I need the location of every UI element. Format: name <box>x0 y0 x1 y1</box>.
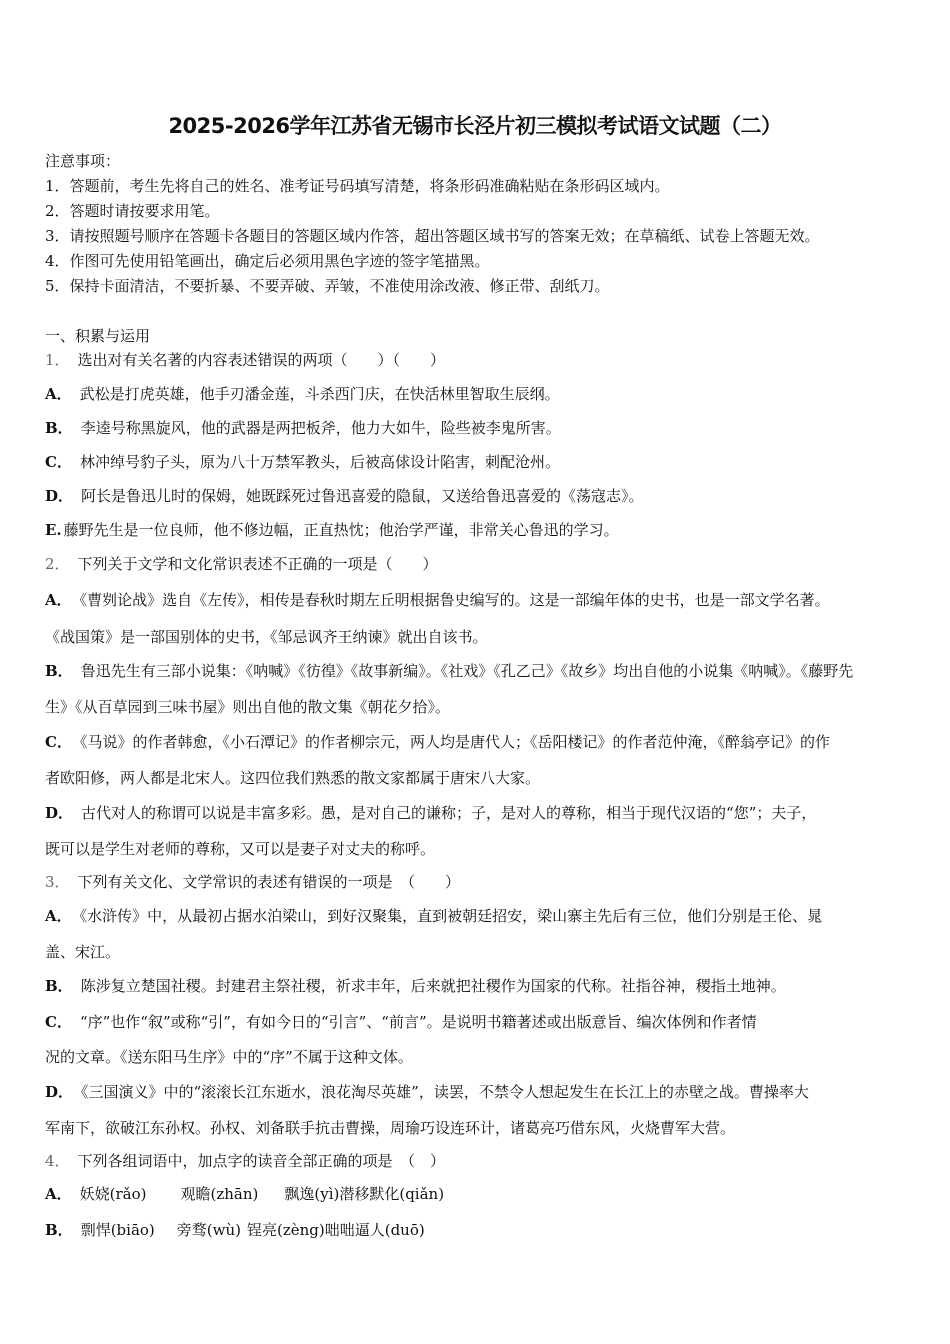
q3-option-c: C． “序”也作“叙”或称“引”，有如今日的“引言”、“前言”。是说明书籍著述或出版意旨、编次体例和作者情 <box>45 1013 757 1031</box>
q3-option-c-cont: 况的文章。《送东阳马生序》中的“序”不属于这种文体。 <box>45 1048 413 1066</box>
q1-option-e: E. 藤野先生是一位良师，他不修边幅，正直热忱；他治学严谨，非常关心鲁迅的学习。 <box>45 521 619 539</box>
q4-option-b: B． 剽悍(biāo) 旁骛(wù) 锃亮(zèng)咄咄逼人(duō) <box>45 1221 425 1239</box>
question-number: 4． <box>45 1152 70 1170</box>
q3-option-a-cont: 盖、宋江。 <box>45 943 121 961</box>
note-item-5: 5．保持卡面清洁，不要折暴、不要弄破、弄皱，不准使用涂改液、修正带、刮纸刀。 <box>45 277 610 295</box>
question-3-stem: 3． 下列有关文化、文学常识的表述有错误的一项是 （ ） <box>45 873 461 891</box>
q3-option-d: D． 《三国演义》中的“滚滚长江东逝水，浪花淘尽英雄”，读罢，不禁令人想起发生在长江上的赤壁之战。曹操率大 <box>45 1083 809 1101</box>
q2-option-b-cont: 生》《从百草园到三味书屋》则出自他的散文集《朝花夕拾》。 <box>45 698 451 716</box>
q2-option-c: C． 《马说》的作者韩愈，《小石潭记》的作者柳宗元，两人均是唐代人；《岳阳楼记》的作者范仲淹，《醉翁亭记》的作 <box>45 733 830 751</box>
question-number: 3． <box>45 873 70 891</box>
q2-option-a-cont: 《战国策》是一部国别体的史书，《邹忌讽齐王纳谏》就出自该书。 <box>45 628 488 646</box>
note-item-4: 4．作图可先使用铅笔画出，确定后必须用黑色字迹的签字笔描黑。 <box>45 252 490 270</box>
note-item-2: 2．答题时请按要求用笔。 <box>45 202 220 220</box>
section-heading: 一、积累与运用 <box>45 327 151 345</box>
q2-option-d: D． 古代对人的称谓可以说是丰富多彩。愚，是对自己的谦称；子，是对人的尊称，相当于现代汉语的“您”；夫子， <box>45 804 817 822</box>
notes-heading: 注意事项： <box>45 152 121 170</box>
question-2-stem: 2． 下列关于文学和文化常识表述不正确的一项是（ ） <box>45 555 438 573</box>
q4-option-a: A． 妖娆(rǎo) 观瞻(zhān) 飘逸(yì)潜移默化(qiǎn) <box>45 1185 445 1203</box>
q2-option-c-cont: 者欧阳修，两人都是北宋人。这四位我们熟悉的散文家都属于唐宋八大家。 <box>45 769 541 787</box>
q3-option-a: A． 《水浒传》中，从最初占据水泊梁山，到好汉聚集，直到被朝廷招安，梁山寨主先后有三位，他们分别是王伦、晁 <box>45 907 823 925</box>
q1-option-a: A． 武松是打虎英雄，他手刃潘金莲，斗杀西门庆，在快活林里智取生辰纲。 <box>45 385 560 403</box>
question-4-stem: 4． 下列各组词语中，加点字的读音全部正确的项是 （ ） <box>45 1152 446 1170</box>
q1-option-c: C． 林冲绰号豹子头，原为八十万禁军教头，后被高俅设计陷害，刺配沧州。 <box>45 453 560 471</box>
q1-option-d: D． 阿长是鲁迅儿时的保姆，她既踩死过鲁迅喜爱的隐鼠，又送给鲁迅喜爱的《荡寇志》。 <box>45 487 644 505</box>
q2-option-b: B． 鲁迅先生有三部小说集：《呐喊》《彷徨》《故事新编》。《社戏》《孔乙己》《故乡》均出自他的小说集《呐喊》。《藤野先 <box>45 662 854 680</box>
question-number: 1． <box>45 351 70 369</box>
note-item-3: 3．请按照题号顺序在答题卡各题目的答题区域内作答，超出答题区域书写的答案无效；在草稿纸、试卷上答题无效。 <box>45 227 820 245</box>
question-number: 2． <box>45 555 70 573</box>
q2-option-a: A． 《曹刿论战》选自《左传》，相传是春秋时期左丘明根据鲁史编写的。这是一部编年体的史书，也是一部文学名著。 <box>45 591 830 609</box>
q1-option-b: B． 李逵号称黑旋风，他的武器是两把板斧，他力大如牛，险些被李鬼所害。 <box>45 419 561 437</box>
q2-option-d-cont: 既可以是学生对老师的尊称，又可以是妻子对丈夫的称呼。 <box>45 840 436 858</box>
q3-option-d-cont: 军南下，欲破江东孙权。孙权、刘备联手抗击曹操，周瑜巧设连环计，诸葛亮巧借东风，火烧曹军大营。 <box>45 1119 736 1137</box>
question-1-stem: 1． 选出对有关名著的内容表述错误的两项（ ）（ ） <box>45 351 446 369</box>
note-item-1: 1．答题前，考生先将自己的姓名、准考证号码填写清楚，将条形码准确粘贴在条形码区域内。 <box>45 177 670 195</box>
q3-option-b: B． 陈涉复立楚国社稷。封建君主祭社稷，祈求丰年，后来就把社稷作为国家的代称。社指谷神，稷指土地神。 <box>45 977 786 995</box>
page-title: 2025-2026学年江苏省无锡市长泾片初三模拟考试语文试题（二） <box>168 114 782 138</box>
